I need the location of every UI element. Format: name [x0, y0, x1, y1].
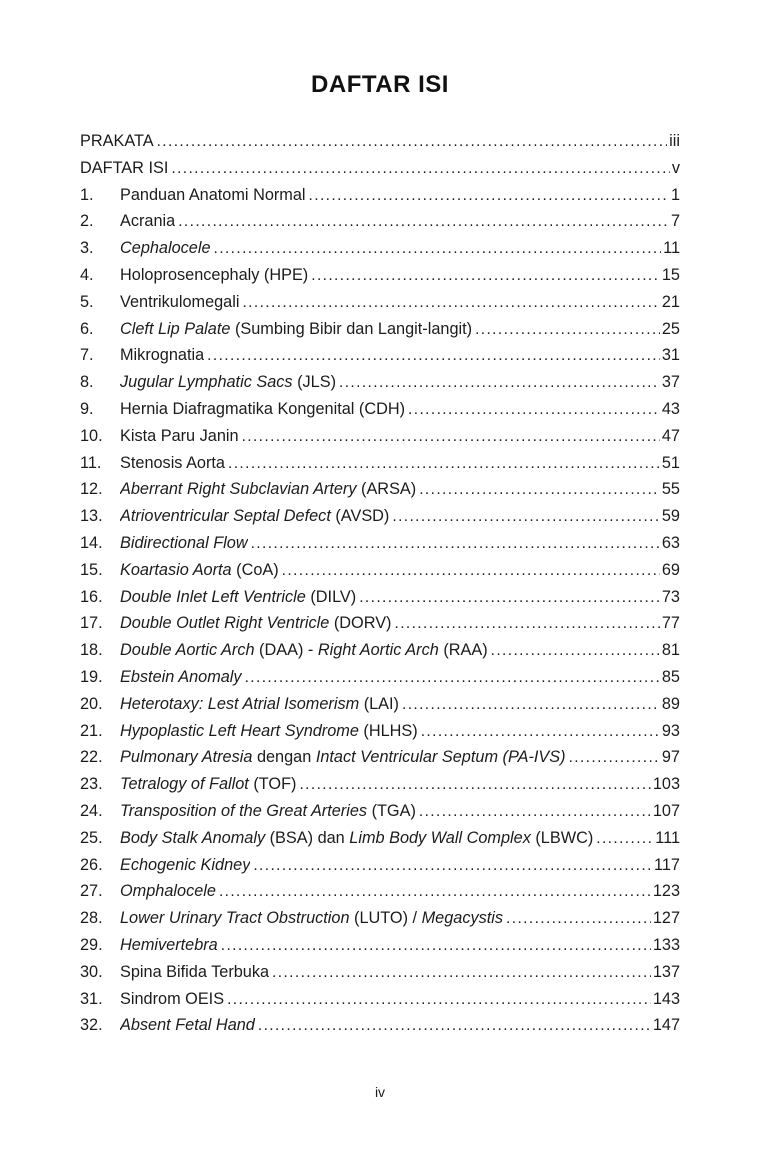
- toc-entry-title: [120, 748, 566, 767]
- toc-entry-page: 133: [652, 935, 680, 954]
- toc-title-segment: (CoA): [231, 560, 279, 579]
- dot-leader: [309, 186, 669, 205]
- toc-entry-number: 21.: [80, 721, 103, 740]
- toc-entry-number: 32.: [80, 1016, 103, 1035]
- toc-title-segment-italic: Double Outlet Right Ventricle: [120, 614, 330, 633]
- toc-entry-page: 47: [661, 426, 680, 445]
- toc-entry-title: [120, 320, 472, 339]
- toc-entry-page: iii: [669, 132, 680, 150]
- toc-row: [80, 320, 680, 347]
- toc-entry-title: [120, 266, 308, 285]
- toc-entry-number: 29.: [80, 935, 103, 954]
- toc-entry-title: [120, 722, 418, 741]
- toc-entry-page: 123: [652, 882, 680, 901]
- toc-title-segment: Panduan Anatomi Normal: [120, 185, 306, 204]
- toc-entry-title: [120, 346, 204, 365]
- toc-entry-page: 85: [661, 667, 680, 686]
- toc-title-segment-italic: Absent Fetal Hand: [120, 1016, 255, 1035]
- toc-title-segment: (AVSD): [330, 507, 390, 526]
- toc-entry-page: 69: [661, 560, 680, 579]
- toc-title-segment: PRAKATA: [80, 132, 154, 150]
- toc-entry-page: 37: [661, 373, 680, 392]
- toc-entry-number: 13.: [80, 507, 103, 526]
- toc-entry-title: [120, 186, 306, 205]
- toc-row: [80, 373, 680, 400]
- toc-entry-number: 2.: [80, 212, 94, 231]
- toc-row: [80, 346, 680, 373]
- toc-row: [80, 641, 680, 668]
- toc-title-segment: (LUTO) /: [349, 909, 422, 928]
- toc-entry-page: 43: [661, 399, 680, 418]
- toc-entry-page: 89: [661, 694, 680, 713]
- toc-row: [80, 722, 680, 749]
- toc-title-segment-italic: Limb Body Wall Complex: [349, 828, 531, 847]
- dot-leader: [394, 614, 659, 633]
- toc-entry-number: 24.: [80, 801, 103, 820]
- toc-entry-title: [120, 936, 218, 955]
- toc-row: [80, 480, 680, 507]
- toc-entry-page: 25: [661, 319, 680, 338]
- dot-leader: [258, 1016, 651, 1035]
- toc-title-segment-italic: Double Inlet Left Ventricle: [120, 587, 306, 606]
- toc-entry-page: 21: [661, 292, 680, 311]
- toc-entry-number: 9.: [80, 399, 94, 418]
- toc-entry-number: 16.: [80, 587, 103, 606]
- toc-entry-page: 15: [661, 265, 680, 284]
- toc-title-segment-italic: Double Aortic Arch: [120, 641, 255, 660]
- toc-row: [80, 239, 680, 266]
- toc-entry-title: [120, 963, 269, 982]
- toc-entry-title: [120, 668, 242, 687]
- toc-entry-title: [120, 882, 216, 901]
- toc-row: [80, 534, 680, 561]
- toc-entry-title: [120, 802, 416, 821]
- toc-entry-number: 19.: [80, 667, 103, 686]
- toc-entry-title: [120, 480, 416, 499]
- dot-leader: [242, 427, 660, 446]
- dot-leader: [299, 775, 650, 794]
- toc-entry-title: [120, 400, 405, 419]
- dot-leader: [219, 882, 651, 901]
- toc-entry-page: 73: [661, 587, 680, 606]
- dot-leader: [569, 748, 660, 767]
- toc-title-segment: (TGA): [367, 801, 416, 820]
- toc-title-segment: dengan: [252, 748, 316, 767]
- toc-entry-number: 25.: [80, 828, 103, 847]
- toc-entry-number: 31.: [80, 989, 103, 1008]
- toc-entry-page: 103: [652, 775, 680, 794]
- toc-title-segment: Kista Paru Janin: [120, 426, 239, 445]
- toc-entry-number: 27.: [80, 882, 103, 901]
- toc-entry-title: [120, 239, 211, 258]
- toc-title-segment-italic: Hemivertebra: [120, 935, 218, 954]
- toc-row: [80, 936, 680, 963]
- toc-entry-page: 59: [661, 507, 680, 526]
- toc-entry-title: [120, 373, 336, 392]
- toc-title-segment-italic: Intact Ventricular Septum (PA-IVS): [315, 748, 566, 767]
- toc-entry-page: 117: [654, 855, 680, 874]
- toc-entry-number: 5.: [80, 292, 94, 311]
- toc-entry-title: [120, 588, 356, 607]
- toc-entry-title: [120, 641, 488, 660]
- toc-entry-number: 23.: [80, 775, 103, 794]
- toc-title-segment: Acrania: [120, 212, 176, 231]
- toc-entry-title: [120, 909, 503, 928]
- toc-title-segment-italic: Tetralogy of Fallot: [120, 775, 249, 794]
- dot-leader: [408, 400, 660, 419]
- dot-leader: [392, 507, 660, 526]
- toc-title-segment-italic: Bidirectional Flow: [120, 533, 248, 552]
- dot-leader: [419, 802, 651, 821]
- toc-entry-number: 17.: [80, 614, 103, 633]
- toc-entry-number: 20.: [80, 694, 103, 713]
- toc-title-segment: (BSA) dan: [265, 828, 350, 847]
- toc-list: [80, 132, 680, 1043]
- toc-row: [80, 588, 680, 615]
- toc-entry-title: [120, 829, 593, 848]
- dot-leader: [419, 480, 660, 499]
- toc-entry-number: 26.: [80, 855, 103, 874]
- toc-entry-page: 147: [652, 1016, 680, 1035]
- toc-row: [80, 695, 680, 722]
- dot-leader: [251, 534, 660, 553]
- toc-entry-number: 11.: [80, 453, 102, 472]
- toc-title-segment: DAFTAR ISI: [80, 158, 169, 177]
- toc-row: [80, 212, 680, 239]
- toc-row: [80, 1016, 680, 1043]
- toc-title-segment: (ARSA): [356, 480, 417, 499]
- toc-row: [80, 266, 680, 293]
- toc-entry-page: 81: [661, 641, 680, 660]
- toc-title-segment: Ventrikulomegali: [120, 292, 240, 311]
- toc-entry-number: 12.: [80, 480, 103, 499]
- toc-title-segment-italic: Megacystis: [421, 909, 504, 928]
- dot-leader: [221, 936, 651, 955]
- toc-row: [80, 454, 680, 481]
- toc-title-segment-italic: Aberrant Right Subclavian Artery: [120, 480, 357, 499]
- toc-row: [80, 668, 680, 695]
- toc-entry-title: [120, 212, 175, 231]
- toc-entry-title: [120, 775, 296, 794]
- toc-row: [80, 561, 680, 588]
- toc-entry-page: 97: [661, 748, 680, 767]
- toc-title-segment: (RAA): [438, 641, 488, 660]
- dot-leader: [475, 320, 660, 339]
- toc-entry-number: 1.: [80, 185, 94, 204]
- toc-row: [80, 963, 680, 990]
- toc-entry-number: 28.: [80, 909, 103, 928]
- toc-title-segment: Hernia Diafragmatika Kongenital (CDH): [120, 399, 406, 418]
- toc-entry-title: [120, 293, 239, 312]
- toc-entry-page: 55: [661, 480, 680, 499]
- toc-entry-number: 10.: [80, 426, 103, 445]
- dot-leader: [402, 695, 660, 714]
- toc-entry-page: v: [671, 158, 680, 177]
- toc-entry-page: 63: [661, 533, 680, 552]
- footer-page-number: iv: [374, 1084, 386, 1100]
- toc-title-segment: (JLS): [292, 373, 336, 392]
- toc-entry-number: 7.: [80, 346, 94, 365]
- toc-title-segment-italic: Transposition of the Great Arteries: [120, 801, 368, 820]
- toc-row: [80, 775, 680, 802]
- toc-entry-title: [120, 534, 248, 553]
- toc-title-segment-italic: Omphalocele: [120, 882, 216, 901]
- toc-title-segment-italic: Right Aortic Arch: [317, 641, 439, 660]
- toc-row: [80, 400, 680, 427]
- dot-leader: [311, 266, 660, 285]
- dot-leader: [421, 722, 660, 741]
- toc-row: [80, 856, 680, 883]
- toc-title-segment: (HLHS): [358, 721, 418, 740]
- toc-entry-number: 15.: [80, 560, 103, 579]
- dot-leader: [253, 856, 652, 875]
- dot-leader: [228, 454, 660, 473]
- toc-entry-title: [120, 507, 389, 526]
- toc-row: [80, 159, 680, 186]
- dot-leader: [359, 588, 660, 607]
- dot-leader: [491, 641, 660, 660]
- toc-entry-number: 8.: [80, 373, 94, 392]
- toc-title-segment-italic: Hypoplastic Left Heart Syndrome: [120, 721, 359, 740]
- toc-entry-number: 6.: [80, 319, 94, 338]
- toc-entry-title: [120, 1016, 255, 1035]
- toc-entry-title: [120, 561, 279, 580]
- toc-row: [80, 990, 680, 1017]
- toc-entry-number: 22.: [80, 748, 103, 767]
- toc-title-segment-italic: Echogenic Kidney: [120, 855, 251, 874]
- toc-title-segment: Spina Bifida Terbuka: [120, 962, 270, 981]
- toc-title-segment: (DILV): [305, 587, 357, 606]
- toc-row: [80, 293, 680, 320]
- toc-row: [80, 614, 680, 641]
- toc-entry-page: 107: [652, 801, 680, 820]
- dot-leader: [245, 668, 660, 687]
- toc-title-segment: Mikrognatia: [120, 346, 205, 365]
- toc-entry-title: [120, 454, 225, 473]
- dot-leader: [339, 373, 660, 392]
- toc-entry-number: 30.: [80, 962, 103, 981]
- toc-title-segment-italic: Cephalocele: [120, 239, 211, 258]
- toc-title-segment: (DORV): [329, 614, 392, 633]
- toc-entry-number: 14.: [80, 533, 103, 552]
- toc-title-segment: (LBWC): [530, 828, 594, 847]
- toc-entry-page: 7: [670, 212, 680, 231]
- toc-entry-page: 137: [652, 962, 680, 981]
- toc-entry-title: [120, 990, 224, 1009]
- toc-title-segment: (LAI): [359, 694, 399, 713]
- dot-leader: [171, 159, 670, 178]
- toc-title-segment-italic: Heterotaxy: Lest Atrial Isomerism: [120, 694, 360, 713]
- dot-leader: [178, 212, 669, 231]
- toc-row: [80, 132, 680, 159]
- toc-entry-title: [80, 159, 168, 178]
- toc-row: [80, 882, 680, 909]
- toc-entry-number: 3.: [80, 239, 94, 258]
- toc-entry-page: 143: [652, 989, 680, 1008]
- toc-title-segment-italic: Ebstein Anomaly: [120, 667, 242, 686]
- dot-leader: [157, 132, 668, 151]
- dot-leader: [207, 346, 660, 365]
- toc-entry-page: 51: [661, 453, 680, 472]
- toc-title-segment-italic: Atrioventricular Septal Defect: [120, 507, 331, 526]
- toc-entry-page: 31: [661, 346, 680, 365]
- toc-entry-title: [120, 614, 391, 633]
- toc-row: [80, 427, 680, 454]
- toc-entry-page: 11: [663, 239, 680, 258]
- toc-entry-page: 111: [655, 828, 680, 847]
- dot-leader: [214, 239, 662, 258]
- dot-leader: [596, 829, 653, 848]
- toc-row: [80, 186, 680, 213]
- toc-title-segment: Holoprosencephaly (HPE): [120, 265, 309, 284]
- toc-title-segment: Stenosis Aorta: [120, 453, 225, 472]
- page-title: DAFTAR ISI: [311, 71, 449, 98]
- toc-title-segment-italic: Pulmonary Atresia: [120, 748, 253, 767]
- toc-title-segment: Sindrom OEIS: [120, 989, 225, 1008]
- dot-leader: [242, 293, 659, 312]
- toc-title-segment-italic: Lower Urinary Tract Obstruction: [120, 909, 350, 928]
- toc-title-segment-italic: Koartasio Aorta: [120, 560, 232, 579]
- toc-row: [80, 829, 680, 856]
- toc-row: [80, 909, 680, 936]
- toc-entry-title: [120, 427, 239, 446]
- toc-entry-title: [80, 132, 154, 151]
- toc-title-segment: (Sumbing Bibir dan Langit-langit): [230, 319, 473, 338]
- toc-title-segment-italic: Cleft Lip Palate: [120, 319, 231, 338]
- toc-entry-title: [120, 856, 250, 875]
- toc-row: [80, 748, 680, 775]
- dot-leader: [227, 990, 651, 1009]
- toc-entry-page: 77: [661, 614, 680, 633]
- toc-entry-title: [120, 695, 399, 714]
- toc-entry-page: 127: [652, 909, 680, 928]
- toc-entry-page: 1: [670, 185, 680, 204]
- toc-title-segment-italic: Body Stalk Anomaly: [120, 828, 266, 847]
- toc-entry-page: 93: [661, 721, 680, 740]
- toc-title-segment: (DAA) -: [254, 641, 318, 660]
- toc-title-segment-italic: Jugular Lymphatic Sacs: [120, 373, 293, 392]
- toc-entry-number: 4.: [80, 265, 94, 284]
- toc-title-segment: (TOF): [248, 775, 297, 794]
- toc-entry-number: 18.: [80, 641, 103, 660]
- dot-leader: [282, 561, 660, 580]
- dot-leader: [506, 909, 651, 928]
- dot-leader: [272, 963, 651, 982]
- toc-row: [80, 507, 680, 534]
- toc-row: [80, 802, 680, 829]
